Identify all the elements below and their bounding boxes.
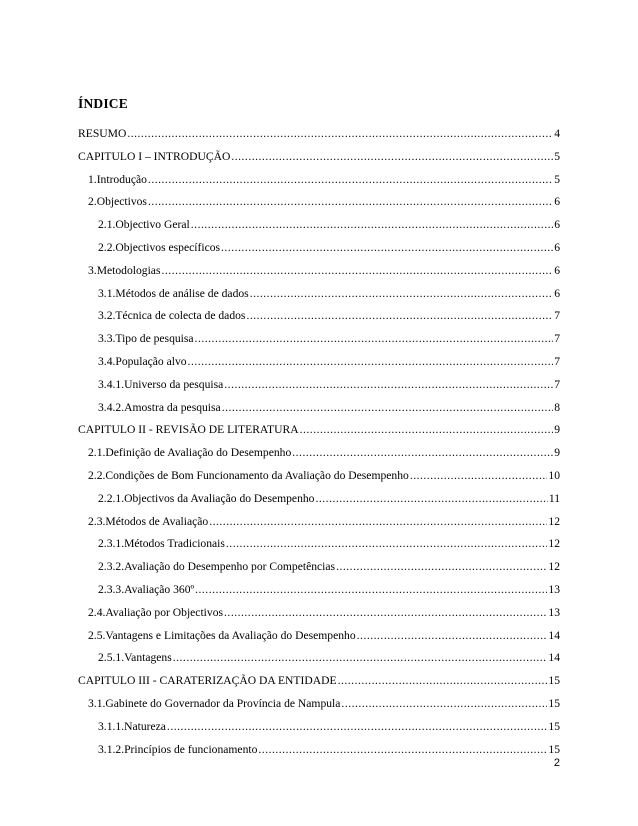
toc-dot-leader: [222, 398, 554, 418]
toc-dot-leader: [195, 329, 554, 349]
toc-entry-label: 3.3.Tipo de pesquisa: [98, 332, 194, 346]
toc-dot-leader: [292, 443, 553, 463]
toc-entry-page: 9: [554, 446, 560, 460]
toc-entry-page: 12: [548, 514, 560, 528]
toc-entry[interactable]: [98, 329, 560, 349]
toc-entry-page: 6: [554, 195, 560, 209]
toc-entry-label: 2.3.Métodos de Avaliação: [88, 514, 209, 528]
toc-entry-page: 5: [554, 172, 560, 186]
toc-entry-label: 3.4.1.Universo da pesquisa: [98, 377, 224, 391]
toc-dot-leader: [148, 192, 553, 212]
toc-entry-label: 3.1.Gabinete do Governador da Província de Nampula: [88, 697, 341, 710]
toc-entry-page: 13: [548, 605, 560, 619]
toc-entry-page: 14: [548, 651, 560, 665]
toc-dot-leader: [250, 284, 554, 304]
toc-entry-label: 3.2.Técnica de colecta de dados: [98, 309, 246, 323]
toc-entry-page: 9: [554, 423, 560, 437]
toc-entry-page: 10: [548, 469, 560, 482]
toc-entry-label: 2.4.Avaliação por Objectivos: [88, 605, 224, 619]
toc-dot-leader: [148, 170, 553, 190]
toc-entry[interactable]: [78, 420, 560, 440]
toc-entry-label: CAPITULO II - REVISÃO DE LITERATURA: [78, 423, 299, 437]
toc-entry-label: 2.1.Objectivo Geral: [98, 218, 190, 232]
toc-entry-page: 13: [548, 583, 560, 596]
toc-dot-leader: [258, 740, 547, 760]
toc-entry-label: 2.2.Condições de Bom Funcionamento da Avaliação do Desempenho: [88, 469, 409, 482]
toc-entry[interactable]: [78, 124, 560, 144]
toc-entry[interactable]: [98, 557, 560, 577]
toc-entry-label: RESUMO: [78, 127, 127, 140]
toc-dot-leader: [338, 671, 548, 691]
toc-entry-page: 12: [548, 537, 560, 551]
toc-entry-page: 11: [548, 491, 560, 505]
toc-entry[interactable]: [98, 352, 560, 372]
toc-entry-page: 7: [554, 309, 560, 323]
toc-entry[interactable]: [88, 694, 560, 714]
toc-dot-leader: [300, 420, 554, 440]
toc-entry-label: 2.5.1.Vantagens: [98, 651, 172, 665]
toc-dot-leader: [191, 215, 553, 235]
toc-entry[interactable]: [78, 147, 560, 167]
toc-title: ÍNDICE: [78, 96, 128, 111]
toc-entry[interactable]: [98, 306, 560, 326]
toc-entry[interactable]: [98, 534, 560, 554]
toc-entry-page: 15: [548, 697, 560, 710]
toc-entry-label: 3.1.2.Princípios de funcionamento: [98, 742, 258, 756]
toc-dot-leader: [231, 147, 553, 167]
toc-entry-page: 15: [548, 719, 560, 733]
toc-dot-leader: [357, 626, 548, 646]
toc-entry-label: 2.2.Objectivos específicos: [98, 241, 221, 254]
toc-entry-label: 3.1.1.Natureza: [98, 719, 166, 733]
toc-entry-label: CAPITULO I – INTRODUÇÃO: [78, 149, 231, 163]
toc-entry-page: 15: [548, 674, 560, 688]
toc-dot-leader: [410, 466, 548, 486]
toc-entry-label: 2.Objectivos: [88, 195, 147, 209]
toc-dot-leader: [336, 557, 547, 577]
toc-entry-page: 12: [548, 560, 560, 574]
toc-entry[interactable]: [98, 717, 560, 737]
toc-entry[interactable]: [98, 215, 560, 235]
toc-entry[interactable]: [98, 238, 560, 258]
toc-entry-page: 15: [548, 742, 560, 756]
toc-entry-page: 6: [554, 286, 560, 300]
toc-dot-leader: [315, 489, 547, 509]
toc-entry[interactable]: [88, 192, 560, 212]
toc-entry-page: 7: [554, 332, 560, 346]
toc-entry-page: 4: [554, 127, 560, 140]
toc-entry-label: 3.Metodologias: [88, 263, 161, 277]
toc-dot-leader: [195, 580, 547, 600]
toc-entry[interactable]: [98, 398, 560, 418]
toc-entry[interactable]: [78, 671, 560, 691]
toc-entry-page: 6: [554, 241, 560, 254]
toc-entry[interactable]: [98, 648, 560, 668]
toc-entry[interactable]: [88, 626, 560, 646]
toc-entry[interactable]: [98, 580, 560, 600]
toc-entry[interactable]: [88, 443, 560, 463]
toc-entry-page: 7: [554, 377, 560, 391]
toc-dot-leader: [161, 261, 553, 281]
toc-entry-page: 7: [554, 355, 560, 368]
toc-dot-leader: [221, 238, 553, 258]
toc-dot-leader: [173, 648, 548, 668]
toc-entry-label: 2.3.3.Avaliação 360º: [98, 583, 195, 596]
toc-dot-leader: [167, 717, 547, 737]
toc-entry[interactable]: [88, 512, 560, 532]
toc-dot-leader: [224, 375, 553, 395]
toc-entry-label: 3.1.Métodos de análise de dados: [98, 286, 249, 300]
toc-dot-leader: [209, 512, 547, 532]
toc-entry[interactable]: [88, 170, 560, 190]
toc-entry-label: 2.3.1.Métodos Tradicionais: [98, 537, 225, 551]
toc-entry-page: 6: [554, 263, 560, 277]
toc-entry-page: 14: [548, 628, 560, 642]
toc-entry[interactable]: [88, 466, 560, 486]
toc-entry-label: 2.2.1.Objectivos da Avaliação do Desempenho: [98, 491, 315, 505]
toc-dot-leader: [246, 306, 553, 326]
toc-entry-page: 8: [554, 400, 560, 414]
toc-entry-page: 5: [554, 149, 560, 163]
toc-entry[interactable]: [98, 375, 560, 395]
toc-dot-leader: [341, 694, 547, 714]
toc-entry[interactable]: [88, 261, 560, 281]
toc-entry-label: 2.5.Vantagens e Limitações da Avaliação do Desempenho: [88, 628, 356, 642]
toc-dot-leader: [188, 352, 554, 372]
toc-entry-page: 6: [554, 218, 560, 232]
toc-dot-leader: [224, 603, 547, 623]
toc-entry-label: 1.Introdução: [88, 172, 147, 186]
toc-entry-label: 3.4.População alvo: [98, 355, 187, 368]
toc-dot-leader: [127, 124, 553, 144]
toc-entry-label: 2.3.2.Avaliação do Desempenho por Competências: [98, 560, 336, 574]
toc-entry-label: 2.1.Definição de Avaliação do Desempenho: [88, 446, 292, 460]
toc-entry[interactable]: [98, 284, 560, 304]
toc-entry-label: CAPITULO III - CARATERIZAÇÃO DA ENTIDADE: [78, 674, 337, 688]
toc-entry-label: 3.4.2.Amostra da pesquisa: [98, 400, 221, 414]
toc-entry[interactable]: [88, 603, 560, 623]
toc-entry[interactable]: [98, 489, 560, 509]
page-number: 2: [553, 757, 560, 769]
toc-entry[interactable]: [98, 740, 560, 760]
toc-dot-leader: [226, 534, 548, 554]
